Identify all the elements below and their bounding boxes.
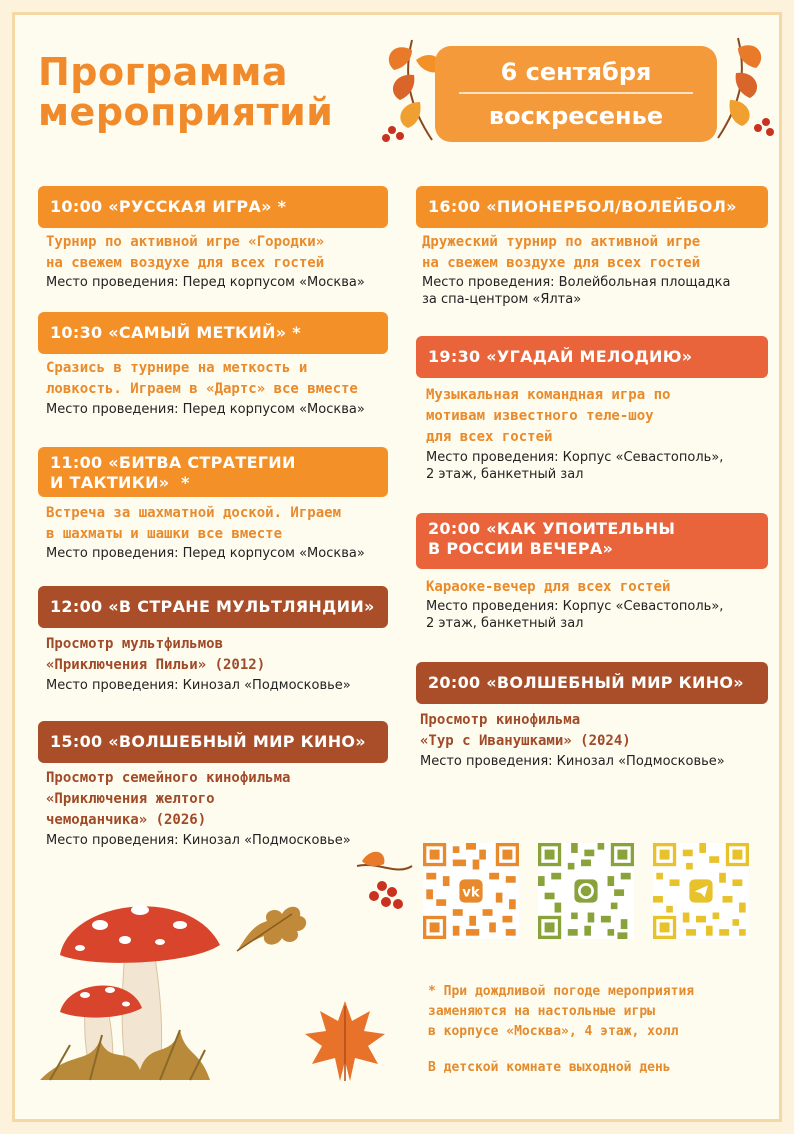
rain-footnote: * При дождливой погоде мероприятия заменяются на настольные игры в корпусе «Москва», 4 этаж, холл [428, 984, 695, 1039]
event-header: 20:00 «ВОЛШЕБНЫЙ МИР КИНО» [416, 662, 768, 704]
event-header: 12:00 «В СТРАНЕ МУЛЬТЛЯНДИИ» [38, 586, 388, 628]
event-header: 11:00 «БИТВА СТРАТЕГИИ И ТАКТИКИ» * [38, 447, 388, 497]
event-place: Место проведения: Кинозал «Подмосковье» [46, 678, 351, 693]
event-header: 19:30 «УГАДАЙ МЕЛОДИЮ» [416, 336, 768, 378]
event-description: Музыкальная командная игра по мотивам известного теле-шоу для всех гостей [426, 387, 671, 445]
event-place: Место проведения: Кинозал «Подмосковье» [46, 833, 351, 848]
event-description: Просмотр семейного кинофильма «Приключения желтого чемоданчика» (2026) [46, 770, 291, 828]
event-description: Караоке-вечер для всех гостей [426, 579, 671, 595]
event-header: 16:00 «ПИОНЕРБОЛ/ВОЛЕЙБОЛ» [416, 186, 768, 228]
event-description: Дружеский турнир по активной игре на свежем воздухе для всех гостей [422, 234, 701, 271]
event-place: Место проведения: Корпус «Севастополь», 2 этаж, банкетный зал [426, 450, 724, 482]
event-description: Турнир по активной игре «Городки» на свежем воздухе для всех гостей [46, 234, 325, 271]
event-description: Сразись в турнире на меткость и ловкость. Играем в «Дартс» все вместе [46, 360, 358, 397]
event-description: Встреча за шахматной доской. Играем в шахматы и шашки все вместе [46, 505, 342, 542]
title-line-1: Программа [38, 50, 289, 94]
event-place: Место проведения: Кинозал «Подмосковье» [420, 754, 725, 769]
event-description: Просмотр кинофильма «Тур с Иванушками» (2024) [420, 712, 631, 749]
date-day: 6 сентября [500, 58, 652, 86]
date-weekday: воскресенье [488, 102, 664, 130]
title-line-2: мероприятий [38, 90, 334, 134]
autumn-leaves-right-decoration [708, 28, 788, 148]
event-place: Место проведения: Перед корпусом «Москва» [46, 275, 365, 290]
event-header: 20:00 «КАК УПОИТЕЛЬНЫ В РОССИИ ВЕЧЕРА» [416, 513, 768, 569]
rowan-berries-decoration [352, 846, 422, 916]
mushroom-illustration [30, 880, 230, 1090]
qr-code-max[interactable] [538, 843, 634, 939]
qr-code-vk[interactable] [423, 843, 519, 939]
qr-code-telegram[interactable] [653, 843, 749, 939]
event-header: 10:00 «РУССКАЯ ИГРА» * [38, 186, 388, 228]
event-description: Просмотр мультфильмов «Приключения Пильи» (2012) [46, 636, 266, 673]
date-badge [435, 46, 717, 142]
maple-leaf-decoration [300, 996, 390, 1086]
event-header: 15:00 «ВОЛШЕБНЫЙ МИР КИНО» [38, 721, 388, 763]
svg-text:vk: vk [462, 885, 480, 901]
event-place: Место проведения: Корпус «Севастополь», 2 этаж, банкетный зал [426, 599, 724, 631]
event-place: Место проведения: Волейбольная площадка за спа-центром «Ялта» [422, 275, 731, 307]
event-header: 10:30 «САМЫЙ МЕТКИЙ» * [38, 312, 388, 354]
kids-room-note: В детской комнате выходной день [428, 1060, 671, 1075]
oak-leaf-decoration [232, 896, 312, 956]
page-title [38, 52, 333, 132]
event-place: Место проведения: Перед корпусом «Москва» [46, 402, 365, 417]
event-place: Место проведения: Перед корпусом «Москва» [46, 546, 365, 561]
